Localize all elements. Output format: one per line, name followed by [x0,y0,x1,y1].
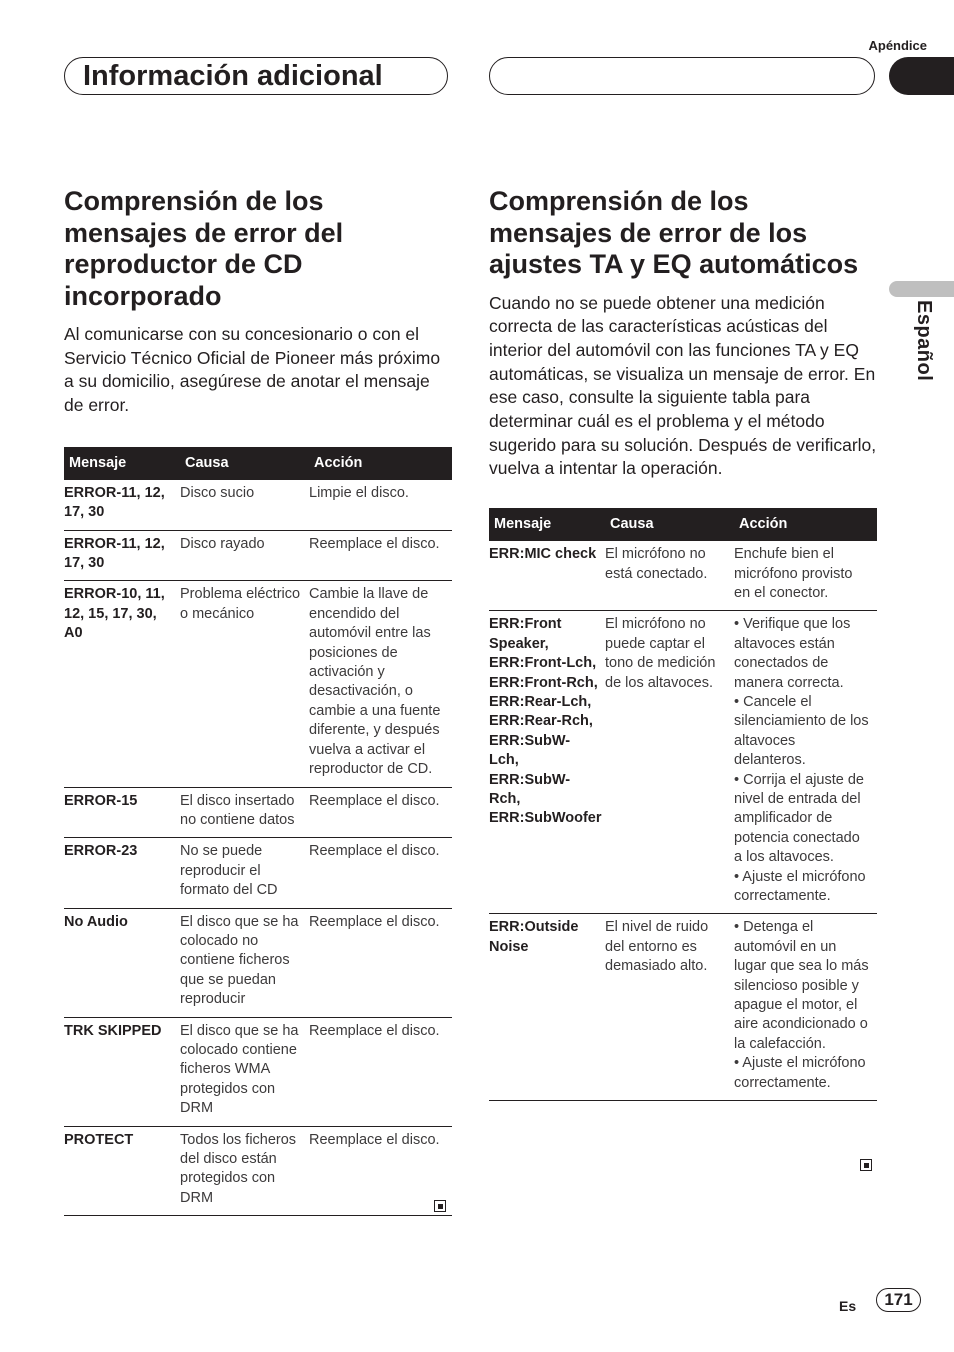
header-accion: Acción [309,447,452,480]
right-end-mark-icon [860,1159,872,1171]
cause-cell: No se puede reproducir el formato del CD [180,838,309,908]
action-cell: Enchufe bien el micrófono provisto en el conector. [734,541,877,611]
table-row [64,1126,452,1216]
action-cell: Limpie el disco. [309,480,452,530]
language-tab-label: Español [913,300,935,382]
message-cell: ERROR-15 [64,787,180,838]
table-header-row [64,447,452,480]
action-cell: Cambie la llave de encendido del automóvil entre las posiciones de activación y desactivación, o cambie a una fuente diferente, y después vuelva a activar el reproductor de CD. [309,581,452,787]
appendix-label: Apéndice [868,38,927,53]
cause-cell: El nivel de ruido del entorno es demasiado alto. [605,914,734,1101]
right-intro-text: Cuando no se puede obtener una medición correcta de las características acústicas del interior del automóvil con las funciones TA y EQ automáticas, se visualiza un mensaje de error. En ese caso, consulte la siguiente tabla para determinar cuál es el problema y el método sugerido para su solución. Después de verificarlo, vuelva a intentar la operación. [489,292,877,479]
header-causa: Causa [605,508,734,541]
header-blank-box [489,57,875,95]
section-title: Información adicional [64,57,448,95]
table-row [64,480,452,530]
message-cell: ERROR-11, 12, 17, 30 [64,480,180,530]
table-row [489,541,877,611]
header-mensaje: Mensaje [489,508,605,541]
left-section-heading: Comprensión de los mensajes de error del reproductor de CD incorporado [64,186,344,311]
language-code: Es [839,1298,857,1314]
cause-cell: El micrófono no está conectado. [605,541,734,611]
message-cell: ERR:MIC check [489,541,605,611]
message-cell: ERROR-10, 11, 12, 15, 17, 30, A0 [64,581,180,787]
page-number: 171 [876,1288,921,1312]
chapter-tab [889,57,954,95]
message-cell: ERR:Outside Noise [489,914,605,1101]
table-row [64,787,452,838]
action-cell: Reemplace el disco. [309,1126,452,1216]
message-cell: PROTECT [64,1126,180,1216]
message-cell: ERR:Front Speaker, ERR:Front-Lch, ERR:Front-Rch, ERR:Rear-Lch, ERR:Rear-Rch, ERR:SubW-Lch, ERR:SubW-Rch, ERR:SubWoofer [489,611,605,914]
cause-cell: El micrófono no puede captar el tono de medición de los altavoces. [605,611,734,914]
table-row [489,914,877,1101]
message-cell: ERROR-11, 12, 17, 30 [64,530,180,581]
left-intro-text: Al comunicarse con su concesionario o con el Servicio Técnico Oficial de Pioneer más próximo a su domicilio, asegúrese de anotar el mensaje de error. [64,324,441,416]
cause-cell: El disco insertado no contiene datos [180,787,309,838]
cause-cell: Problema eléctrico o mecánico [180,581,309,787]
right-column [489,186,877,1101]
message-cell: No Audio [64,908,180,1017]
cause-cell: El disco que se ha colocado contiene ficheros WMA protegidos con DRM [180,1017,309,1126]
action-cell: Reemplace el disco. [309,908,452,1017]
cause-cell: Disco sucio [180,480,309,530]
left-column [64,186,452,1216]
action-cell: Reemplace el disco. [309,838,452,908]
message-cell: ERROR-23 [64,838,180,908]
ta-eq-error-table [489,508,877,1101]
table-row [489,611,877,914]
language-tab-marker [889,281,954,297]
header-mensaje: Mensaje [64,447,180,480]
table-row [64,1017,452,1126]
cd-error-table [64,447,452,1216]
table-row [64,908,452,1017]
action-cell: Reemplace el disco. [309,530,452,581]
message-cell: TRK SKIPPED [64,1017,180,1126]
table-header-row [489,508,877,541]
header-causa: Causa [180,447,309,480]
table-row [64,581,452,787]
action-cell: • Detenga el automóvil en un lugar que sea lo más silencioso posible y apague el motor, el aire acondicionado o la calefacción. • Ajuste el micrófono correctamente. [734,914,877,1101]
language-tab [912,300,938,410]
right-section-heading: Comprensión de los mensajes de error de los ajustes TA y EQ automáticos [489,186,859,279]
cause-cell: Todos los ficheros del disco están protegidos con DRM [180,1126,309,1216]
action-cell: Reemplace el disco. [309,787,452,838]
action-cell: • Verifique que los altavoces están conectados de manera correcta. • Cancele el silenciamiento de los altavoces delanteros. • Corrija el ajuste de nivel de entrada del amplificador de potencia conectado a los altavoces. • Ajuste el micrófono correctamente. [734,611,877,914]
header-accion: Acción [734,508,877,541]
table-row [64,838,452,908]
left-end-mark-icon [434,1200,446,1212]
cause-cell: Disco rayado [180,530,309,581]
action-cell: Reemplace el disco. [309,1017,452,1126]
table-row [64,530,452,581]
cause-cell: El disco que se ha colocado no contiene ficheros que se puedan reproducir [180,908,309,1017]
